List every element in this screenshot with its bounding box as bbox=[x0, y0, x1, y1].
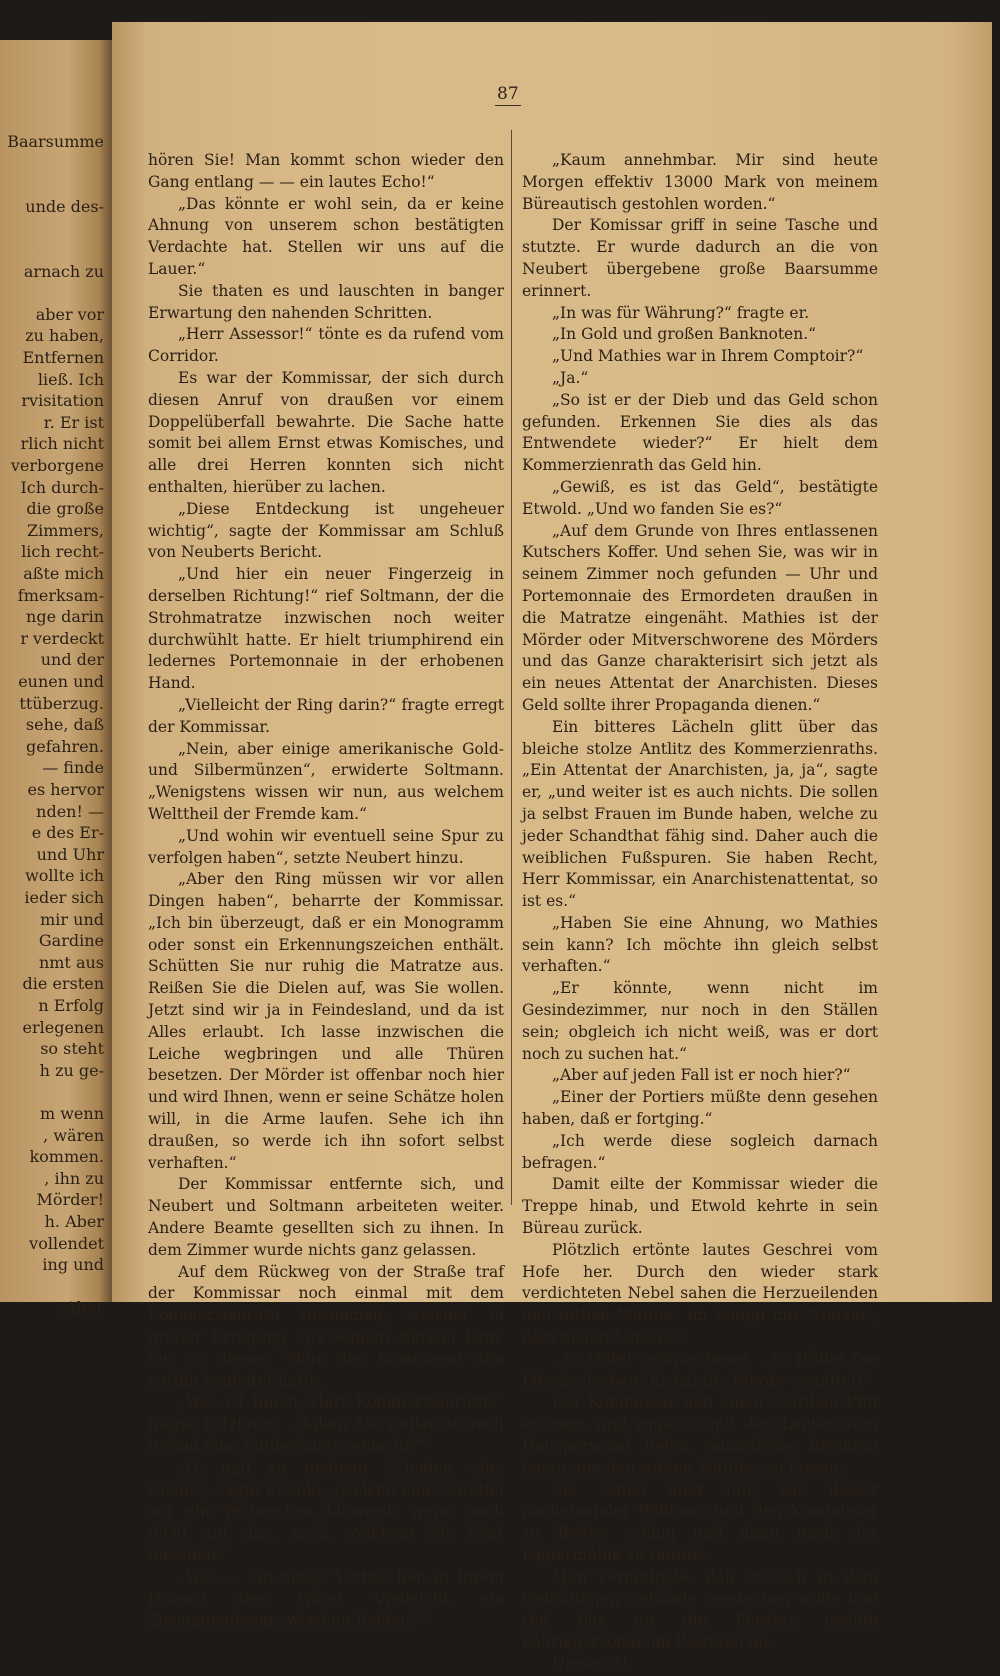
left-page-line: aber vor bbox=[35, 304, 104, 324]
left-page-line: Entfernen bbox=[22, 348, 104, 367]
left-page-line: gefahren. bbox=[26, 736, 104, 756]
left-page-line: eunen und bbox=[18, 672, 104, 691]
left-page-line: unde des- bbox=[25, 196, 104, 216]
left-page-line: „Aber bbox=[56, 1298, 104, 1318]
left-page-line: nden! — bbox=[36, 801, 104, 821]
left-page-line: und Uhr bbox=[36, 844, 104, 864]
page bbox=[112, 22, 992, 1673]
left-page-line: , ihn zu bbox=[44, 1168, 104, 1188]
left-page-line: fmerksam- bbox=[17, 585, 104, 605]
left-page-line: aßte mich bbox=[23, 564, 104, 583]
paragraph: Damit eilte der Kommissar wieder die Treppe hinab, und Etwold kehrte in sein Büreau zurück. bbox=[522, 1175, 878, 1238]
left-page-line: zu haben, bbox=[25, 326, 104, 346]
paragraph: „Gewiß, es ist das Geld“, bestätigte Etwold. „Und wo fanden Sie es?“ bbox=[522, 477, 878, 518]
paragraph: „Ja.“ bbox=[552, 368, 589, 387]
left-page-line: ttüberzug. bbox=[19, 693, 104, 713]
left-page-line: die große bbox=[26, 499, 104, 519]
paragraph: Man vermuthete, daß er sich in dem weitläufigen Gebäude verstecken wolle und rief das an die Fenster geeilte Fabrikpersonal um Beistand an. bbox=[522, 1567, 878, 1652]
paragraph: Auf dem Rückweg von der Straße traf der Kommissar noch einmal mit dem Kommerzienrath zusammen, welcher in großer Erregung aus seinem Büreau kam, bis zu dessen Thür der Kommissar ihn vorhin begleitet hatte. bbox=[148, 1262, 504, 1390]
paragraph: Der Komissar griff in seine Tasche und stutzte. Er wurde dadurch an die von Neubert übergebene große Baarsumme erinnert. bbox=[522, 216, 878, 300]
paragraph: „Was — ein neues Verbrechen in Ihrem Hause? Das wäre! Vielleicht ein Zusammenhang zwischen Beiden?“ bbox=[148, 1567, 504, 1630]
paragraph: „Das könnte er wohl sein, da er keine Ahnung von unserem schon bestätigten Verdachte hat. Stellen wir uns auf die Lauer.“ bbox=[148, 194, 504, 278]
paragraph: „Und wohin wir eventuell seine Spur zu verfolgen haben“, setzte Neubert hinzu. bbox=[148, 826, 504, 867]
paragraph: „Aber auf jeden Fall ist er noch hier?“ bbox=[552, 1066, 851, 1085]
paragraph: Der Kommissar entfernte sich, und Neubert und Soltmann arbeiteten weiter. Andere Beamte gesellten sich zu ihnen. In dem Zimmer wurde nichts ganz gelassen. bbox=[148, 1175, 504, 1259]
left-page-line: ing und bbox=[42, 1255, 104, 1275]
paragraph: „Auf dem Grunde von Ihres entlassenen Kutschers Koffer. Und sehen Sie, was wir in seinem Zimmer noch gefunden — Uhr und Portemonnaie des Ermordeten draußen in die Matratze eingenäht. Mathies ist der Mörder oder Mitverschworene des Mörders und das Ganze charakterisirt sich jetzt als ein neues Attentat der Anarchisten. Dieses Geld sollte ihrer Propaganda dienen.“ bbox=[522, 521, 878, 714]
left-page-line: kommen. bbox=[29, 1147, 104, 1167]
left-page-line: wollte ich bbox=[25, 866, 104, 886]
paragraph: „In was für Währung?“ fragte er. bbox=[552, 303, 810, 322]
right-column bbox=[522, 150, 878, 1676]
left-page-line: so steht bbox=[40, 1039, 104, 1059]
paragraph: Es war der Kommissar, der sich durch diesen Anruf von draußen vor einem Doppelüberfall bewahrte. Die Sache hatte somit bei allem Ernst etwas Komisches, und alle drei Herren konnten sich nicht enthalten, hierüber zu lachen. bbox=[148, 368, 504, 496]
paragraph: „Haben Sie eine Ahnung, wo Mathies sein kann? Ich möchte ihn gleich selbst verhaften.“ bbox=[522, 913, 878, 976]
paragraph: „Und hier ein neuer Fingerzeig in derselben Richtung!“ rief Soltmann, der die Strohmatratze inzwischen noch weiter durchwühlt hatte. Er hielt triumphirend ein ledernes Portemonnaie in der erhobenen Hand. bbox=[148, 565, 504, 693]
left-page-fragment bbox=[0, 40, 112, 1318]
paragraph: „So ist er der Dieb und das Geld schon gefunden. Erkennen Sie dies als das Entwendete wieder?“ Er hielt dem Kommerzienrath das Geld hin. bbox=[522, 390, 878, 475]
paragraph: „O, und zu meinem Schaden eine solche“, sagte Etwold, „welche ohne Zweifel auf ein Verbrechen hinweist, wenn auch nicht auf das, nach welchem Sie jetzt forschen.“ bbox=[148, 1458, 504, 1564]
left-page-line: r. Er ist bbox=[43, 412, 104, 432]
left-page-line: Mörder! bbox=[36, 1190, 104, 1210]
left-page-line: Gardine bbox=[38, 931, 104, 951]
left-page-line: n Erfolg bbox=[38, 996, 104, 1015]
left-page-line: arnach zu bbox=[23, 261, 104, 281]
left-page-line: r verdeckt bbox=[20, 628, 104, 648]
left-page-line: Ich durch- bbox=[20, 477, 104, 497]
paragraph: „Diese Entdeckung ist ungeheuer wichtig“, sagte der Kommissar am Schluß von Neuberts Bericht. bbox=[148, 499, 504, 562]
paragraph: „Einer der Portiers müßte denn gesehen haben, daß er fortging.“ bbox=[522, 1088, 878, 1129]
paragraph: „Vielleicht der Ring darin?“ fragte erregt der Kommissar. bbox=[148, 695, 504, 736]
paragraph: „Nein, aber einige amerikanische Gold- und Silbermünzen“, erwiderte Soltmann. „Wenigstens wissen wir nun, aus welchem Welttheil der Fremde kam.“ bbox=[148, 739, 504, 823]
left-page-line: lich recht- bbox=[21, 542, 104, 562]
left-page-line: sehe, daß bbox=[25, 715, 104, 735]
paragraph: Ein bitteres Lächeln glitt über das bleiche stolze Antlitz des Kommerzienraths. „Ein Attentat der Anarchisten, ja, ja“, sagte er, „und weiter ist es auch nichts. Die sollen ja selbst Frauen im Bunde haben, welche zu jeder Schandthat fähig sind. Daher auch die weiblichen Fußspuren. Sie haben Recht, Herr Kommissar, ein Anarchistenattentat, so ist es.“ bbox=[522, 717, 878, 911]
paragraph: „Und Mathies war in Ihrem Comptoir?“ bbox=[552, 347, 864, 366]
paragraph: „Er könnte, wenn nicht im Gesindezimmer, nur noch in den Ställen sein; obgleich ich nicht weiß, was er dort noch zu suchen hat.“ bbox=[522, 979, 878, 1063]
left-page-line: h. Aber bbox=[44, 1212, 104, 1231]
left-page-line: und der bbox=[40, 650, 104, 670]
paragraph: hören Sie! Man kommt schon wieder den Gang entlang — — ein lautes Echo!“ bbox=[148, 151, 504, 191]
left-page-line: Zimmers, bbox=[27, 520, 104, 540]
left-column bbox=[148, 150, 504, 1632]
left-page-line: Baarsumme bbox=[7, 132, 104, 151]
left-page-line: ließ. Ich bbox=[37, 369, 104, 389]
paragraph: Der Kommissar ließ einen schrillen Pfiff ertönen, und zugleich mit den Leuten vom Hauspersonal liefen sämmtliche Beamten herzu, um den rothen Mathies zu fassen. bbox=[522, 1393, 878, 1477]
left-page-line: vollendet bbox=[29, 1233, 104, 1253]
left-page-line: mir und bbox=[40, 909, 104, 929]
paragraph: „Herr Assessor!“ tönte es da rufend vom Corridor. bbox=[148, 325, 504, 366]
paragraph: Umsonst! bbox=[552, 1654, 628, 1673]
paragraph: „Aber den Ring müssen wir vor allen Dingen haben“, beharrte der Kommissar. „Ich bin überzeugt, daß er ein Monogramm oder sonst ein Erkennungszeichen enthält. Schütten Sie nur ruhig die Matratze aus. Reißen Sie die Dielen auf, was Sie wollen. Jetzt sind wir ja in Feindesland, und da ist Alles erlaubt. Ich lasse inzwischen die Leiche wegbringen und alle Thüren besetzen. Der Mörder ist offenbar noch hier und wird Ihnen, wenn er seine Schätze holen will, in die Arme laufen. Sehe ich ihn draußen, so werde ich ihn sofort selbst verhaften.“ bbox=[148, 870, 504, 1172]
left-page-line: ieder sich bbox=[24, 888, 104, 907]
left-page-line: die ersten bbox=[22, 974, 104, 994]
left-page-line: m wenn bbox=[39, 1104, 104, 1123]
paragraph: „Was ist Ihnen, Herr Kommerzienrath?“ fragte Letzterer. „Haben Sie vielleicht auch irgend eine Entdeckung gemacht?“ bbox=[148, 1393, 504, 1456]
paragraph: „In Gold und großen Banknoten.“ bbox=[552, 325, 817, 344]
left-page-line: es hervor bbox=[27, 780, 104, 799]
left-page-line: nmt aus bbox=[38, 952, 104, 972]
left-page-line: erlegenen bbox=[22, 1017, 104, 1037]
page-number: 87 bbox=[497, 84, 519, 104]
left-page-line: h zu ge- bbox=[39, 1060, 104, 1080]
paragraph: „Kaum annehmbar. Mir sind heute Morgen effektiv 13000 Mark von meinem Büreautisch gestohlen worden.“ bbox=[522, 151, 878, 213]
paragraph: Sie sahen aber nur, wie dieser nacheinander Williams und den Kommissar zu Boden schlug und dann nach der Papiermühle zu rannte. bbox=[522, 1480, 878, 1564]
left-page-line: — finde bbox=[42, 758, 104, 778]
paragraph: „Zu Hilfe!“ schrie dieser. „Zu Hülfe! Die Pferde sterben! Er hat die Pferde vergiftet!“ bbox=[522, 1349, 878, 1390]
left-page-line: rlich nicht bbox=[20, 434, 104, 454]
left-page-line: e des Er- bbox=[31, 823, 104, 843]
paragraph: Plötzlich ertönte lautes Geschrei vom Hofe her. Durch den wieder stark verdichteten Nebel sahen die Herzueilenden den rothen Mathies im Kampf mit Williams, dem neuen Kutscher. bbox=[522, 1240, 878, 1347]
paragraph: „Ich werde diese sogleich darnach befragen.“ bbox=[522, 1131, 878, 1172]
left-page-line: verborgene bbox=[10, 456, 104, 475]
column-divider bbox=[511, 130, 512, 1205]
left-page-line: nge darin bbox=[26, 607, 104, 627]
paragraph: Sie thaten es und lauschten in banger Erwartung den nahenden Schritten. bbox=[148, 281, 504, 322]
left-page-line: rvisitation bbox=[21, 391, 104, 411]
left-page-line: , wären bbox=[43, 1125, 104, 1145]
